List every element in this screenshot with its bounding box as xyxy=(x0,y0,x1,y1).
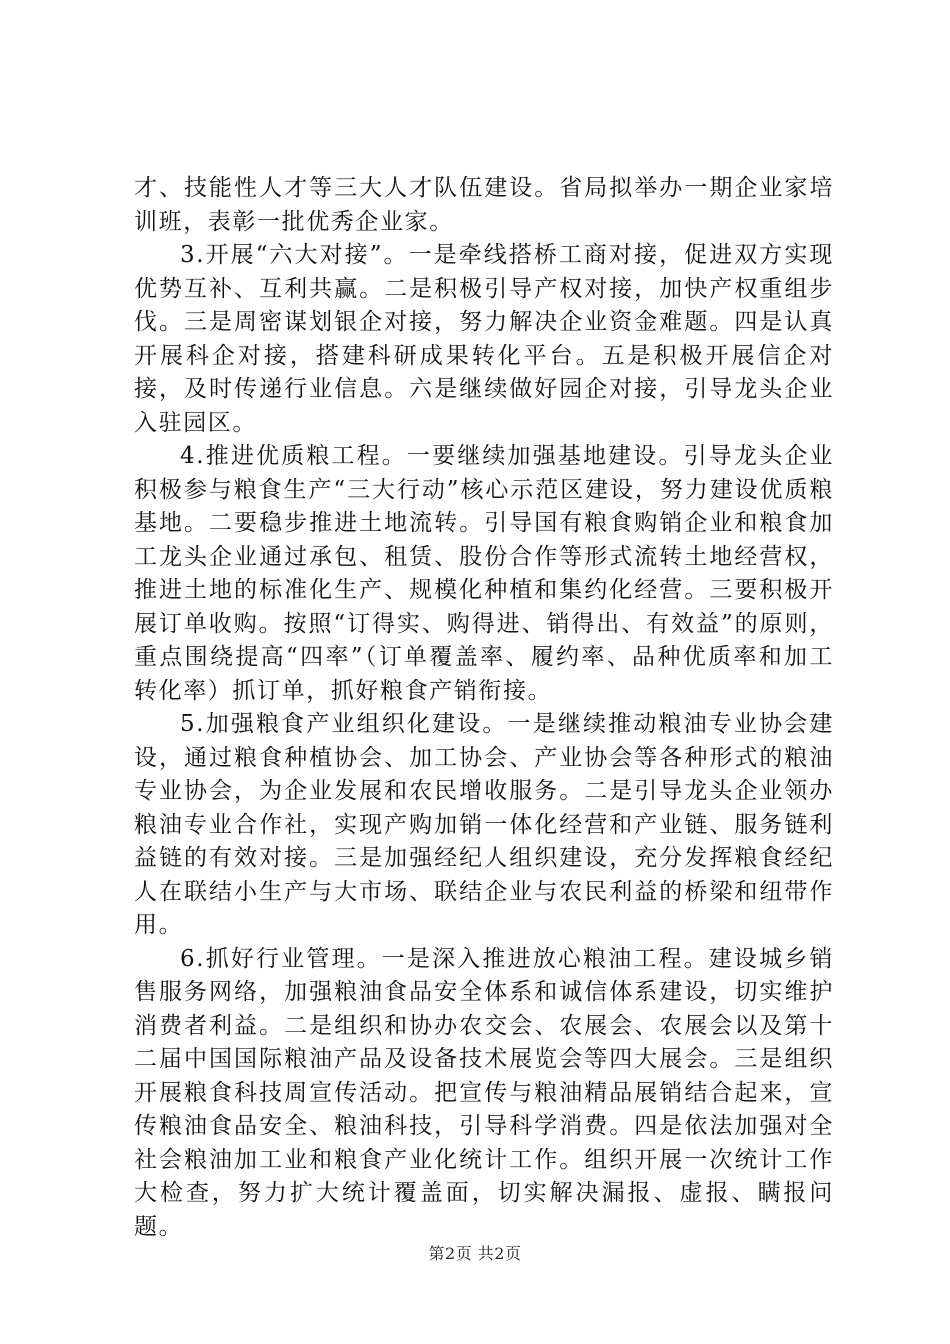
paragraph-quality-grain-project: 4.推进优质粮工程。一要继续加强基地建设。引导龙头企业积极参与粮食生产“三大行动”核心示范区建设，努力建设优质粮基地。二要稳步推进土地流转。引导国有粮食购销企业和粮食加工龙头企业通过承包、租赁、股份合作等形式流转土地经营权，推进土地的标准化生产、规模化种植和集约化经营。三要积极开展订单收购。按照“订得实、购得进、销得出、有效益”的原则，重点围绕提高“四率”（订单覆盖率、履约率、品种优质率和加工转化率）抓订单，抓好粮食产销衔接。 xyxy=(134,443,834,704)
document-body xyxy=(134,172,834,1244)
paragraph-six-dockings: 3.开展“六大对接”。一是牵线搭桥工商对接，促进双方实现优势互补、互利共赢。二是积极引导产权对接，加快产权重组步伐。三是周密谋划银企对接，努力解决企业资金难题。四是认真开展科企对接，搭建科研成果转化平台。五是积极开展信企对接，及时传递行业信息。六是继续做好园企对接，引导龙头企业入驻园区。 xyxy=(134,242,834,436)
paragraph-talent-continuation: 才、技能性人才等三大人才队伍建设。省局拟举办一期企业家培训班，表彰一批优秀企业家。 xyxy=(134,175,834,235)
paragraph-industry-organization: 5.加强粮食产业组织化建设。一是继续推动粮油专业协会建设，通过粮食种植协会、加工协会、产业协会等各种形式的粮油专业协会，为企业发展和农民增收服务。二是引导龙头企业领办粮油专业合作社，实现产购加销一体化经营和产业链、服务链利益链的有效对接。三是加强经纪人组织建设，充分发挥粮食经纪人在联结小生产与大市场、联结企业与农民利益的桥梁和纽带作用。 xyxy=(134,711,834,938)
paragraph-industry-management: 6.抓好行业管理。一是深入推进放心粮油工程。建设城乡销售服务网络，加强粮油食品安全体系和诚信体系建设，切实维护消费者利益。二是组织和协办农交会、农展会、农展会以及第十二届中国国际粮油产品及设备技术展览会等四大展会。三是组织开展粮食科技周宣传活动。把宣传与粮油精品展销结合起来，宣传粮油食品安全、粮油科技，引导科学消费。四是依法加强对全社会粮油加工业和粮食产业化统计工作。组织开展一次统计工作大检查，努力扩大统计覆盖面，切实解决漏报、虚报、瞒报问题。 xyxy=(134,945,834,1240)
page-number-footer: 第2页 共2页 xyxy=(428,1244,522,1263)
